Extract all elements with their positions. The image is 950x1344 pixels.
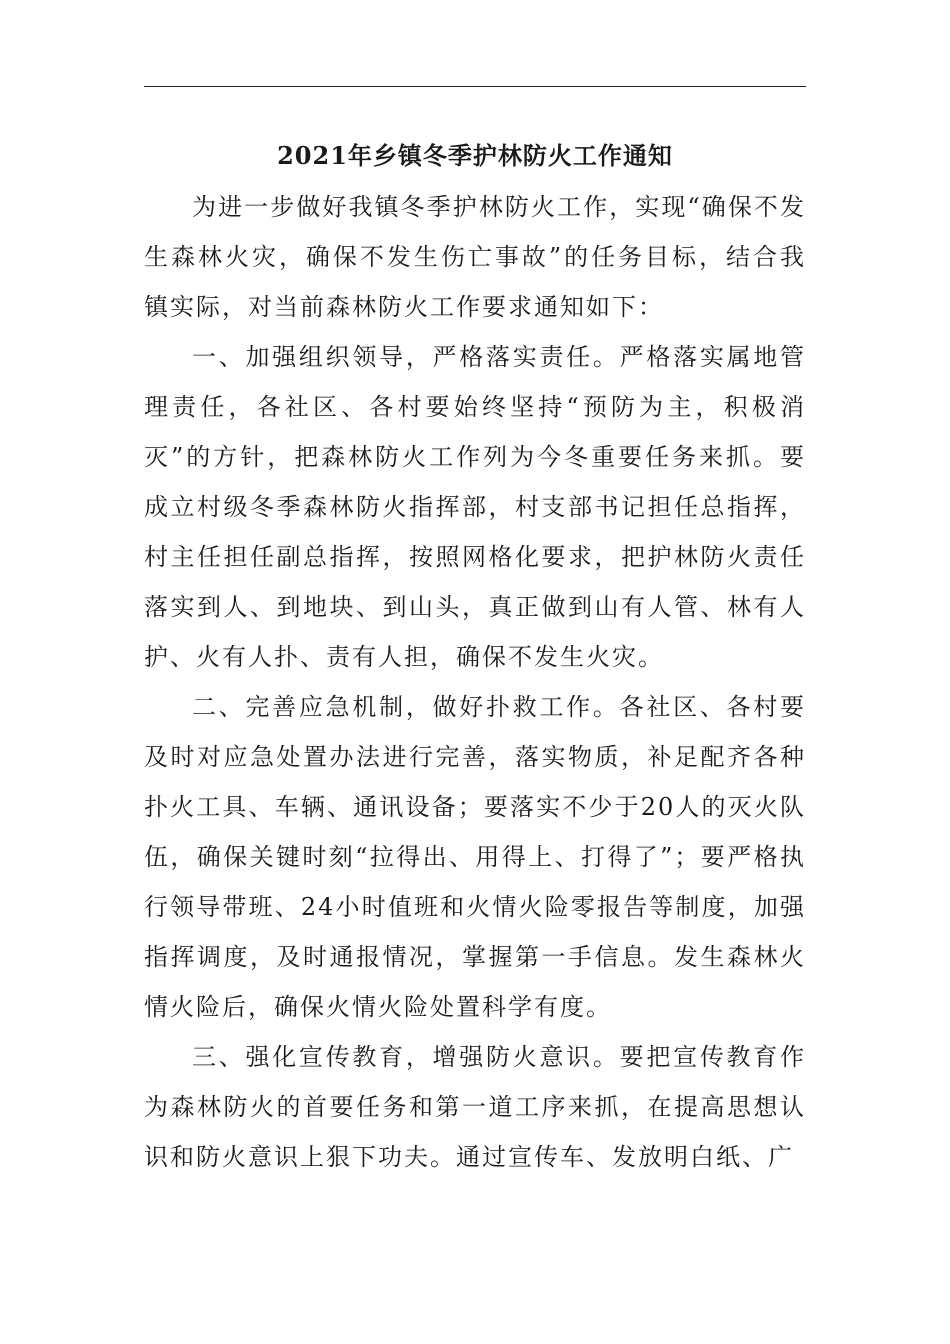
section-one-paragraph: 一、加强组织领导，严格落实责任。严格落实属地管理责任，各社区、各村要始终坚持“预防为主，积极消灭”的方针，把森林防火工作列为今冬重要任务来抓。要成立村级冬季森林防火指挥部，村支部书记担任总指挥，村主任担任副总指挥，按照网格化要求，把护林防火责任落实到人、到地块、到山头，真正做到山有人管、林有人护、火有人扑、责有人担，确保不发生火灾。	[144, 343, 806, 671]
intro-paragraph: 为进一步做好我镇冬季护林防火工作，实现“确保不发生森林火灾，确保不发生伤亡事故”的任务目标，结合我镇实际，对当前森林防火工作要求通知如下：	[144, 193, 806, 321]
section-two-paragraph: 二、完善应急机制，做好扑救工作。各社区、各村要及时对应急处置办法进行完善，落实物质，补足配齐各种扑火工具、车辆、通讯设备；要落实不少于20人的灭火队伍，确保关键时刻“拉得出、用得上、打得了”；要严格执行领导带班、24小时值班和火情火险零报告等制度，加强指挥调度，及时通报情况，掌握第一手信息。发生森林火情火险后，确保火情火险处置科学有度。	[144, 693, 806, 1021]
document-body	[144, 182, 806, 1182]
section-three-paragraph: 三、强化宣传教育，增强防火意识。要把宣传教育作为森林防火的首要任务和第一道工序来抓，在提高思想认识和防火意识上狠下功夫。通过宣传车、发放明白纸、广	[144, 1043, 806, 1171]
document-title: 2021年乡镇冬季护林防火工作通知	[277, 141, 673, 170]
header-rule	[144, 86, 806, 87]
